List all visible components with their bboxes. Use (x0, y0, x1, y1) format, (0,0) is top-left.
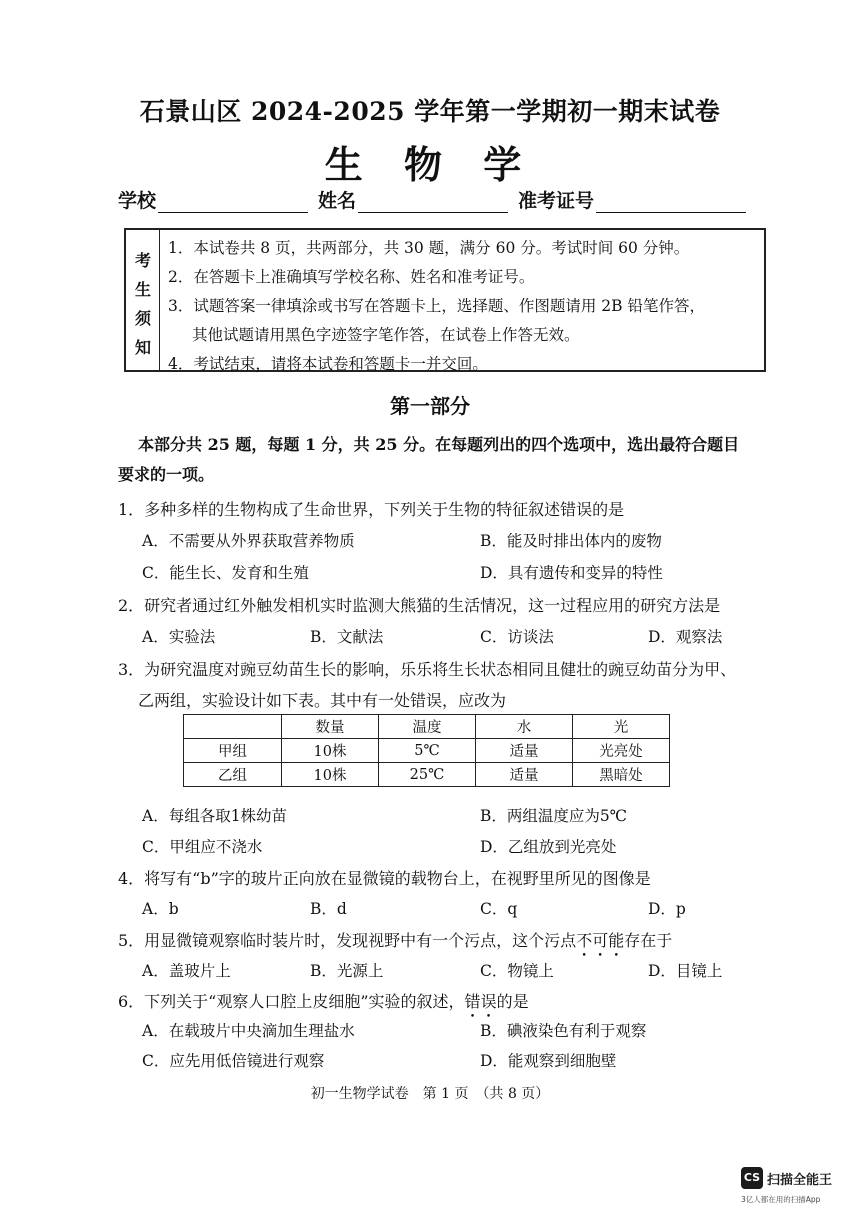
exam-title: 石景山区 2024-2025 学年第一学期初一期末试卷 (139, 97, 721, 126)
table-header-cell: 温度 (379, 715, 476, 739)
question-4-option-b[interactable]: B．d (310, 900, 347, 918)
section-intro-line: 本部分共 25 题，每题 1 分，共 25 分。在每题列出的四个选项中，选出最符合题目 (138, 435, 740, 454)
question-2-option-b[interactable]: B．文献法 (310, 628, 384, 646)
exam-notice-box (124, 228, 766, 372)
question-3-option-b[interactable]: B．两组温度应为5℃ (480, 807, 628, 825)
notice-side-label (126, 230, 160, 370)
notice-lines (168, 234, 705, 379)
emphasis-char: 误 (480, 992, 497, 1011)
notice-side-char: 考 (135, 251, 152, 270)
table-row (184, 763, 670, 787)
table-header-cell: 光 (573, 715, 670, 739)
question-5-stem-post: 存在于 (624, 931, 673, 950)
question-4-stem: 4．将写有“b”字的玻片正向放在显微镜的载物台上，在视野里所见的图像是 (118, 869, 651, 888)
notice-side-char: 须 (135, 309, 152, 328)
id-blank[interactable] (596, 190, 746, 213)
question-5-stem (118, 928, 672, 951)
section-title: 第一部分 (390, 394, 470, 418)
question-5-option-a[interactable]: A．盖玻片上 (142, 962, 231, 980)
question-6-option-c[interactable]: C．应先用低倍镜进行观察 (142, 1052, 325, 1070)
table-row (184, 739, 670, 763)
emphasis-char: 不 (576, 931, 593, 950)
name-label: 姓名 (318, 190, 357, 212)
emphasis-char: 错 (464, 992, 481, 1011)
notice-side-char: 生 (135, 280, 152, 299)
question-2-option-a[interactable]: A．实验法 (142, 628, 216, 646)
question-5-option-b[interactable]: B．光源上 (310, 962, 384, 980)
question-6-option-a[interactable]: A．在载玻片中央滴加生理盐水 (142, 1022, 355, 1040)
question-6-stem (118, 989, 529, 1012)
school-blank[interactable] (158, 190, 308, 213)
watermark-name: 扫描全能王 (767, 1173, 833, 1188)
table-cell: 黑暗处 (573, 763, 670, 787)
school-label: 学校 (118, 190, 157, 212)
watermark-slogan: 3亿人都在用的扫描App (741, 1195, 821, 1204)
notice-line: 4．考试结束，请将本试卷和答题卡一并交回。 (168, 355, 488, 373)
table-cell: 适量 (476, 763, 573, 787)
question-2-stem: 2．研究者通过红外触发相机实时监测大熊猫的生活情况，这一过程应用的研究方法是 (118, 596, 721, 615)
notice-line: 其他试题请用黑色字迹签字笔作答，在试卷上作答无效。 (192, 326, 580, 344)
question-6-option-d[interactable]: D．能观察到细胞壁 (480, 1052, 617, 1070)
question-5-option-c[interactable]: C．物镜上 (480, 962, 554, 980)
notice-side-char: 知 (135, 338, 152, 357)
question-5-stem-pre: 5．用显微镜观察临时装片时，发现视野中有一个污点，这个污点 (118, 931, 577, 950)
question-1-option-d[interactable]: D．具有遗传和变异的特性 (480, 564, 663, 582)
table-cell: 乙组 (184, 763, 282, 787)
emphasis-char: 可 (592, 931, 609, 950)
question-3-stem: 3．为研究温度对豌豆幼苗生长的影响，乐乐将生长状态相同且健壮的豌豆幼苗分为甲、 (118, 660, 737, 679)
table-header-cell: 数量 (282, 715, 379, 739)
table-header-row (184, 715, 670, 739)
table-cell: 25℃ (379, 763, 476, 787)
question-3-option-c[interactable]: C．甲组应不浇水 (142, 838, 263, 856)
notice-line: 3．试题答案一律填涂或书写在答题卡上，选择题、作图题请用 2B 铅笔作答， (168, 297, 705, 315)
question-1-option-a[interactable]: A．不需要从外界获取营养物质 (142, 532, 355, 550)
question-6-stem-pre: 6．下列关于“观察人口腔上皮细胞”实验的叙述， (118, 992, 465, 1011)
question-2-option-d[interactable]: D．观察法 (648, 628, 723, 646)
table-cell: 光亮处 (573, 739, 670, 763)
question-6-stem-post: 的是 (496, 992, 529, 1011)
subject-title: 生 物 学 (324, 142, 536, 187)
page-footer: 初一生物学试卷 第 1 页 （共 8 页） (310, 1086, 550, 1102)
camscanner-logo-icon: CS (741, 1167, 763, 1189)
question-4-option-d[interactable]: D．p (648, 900, 686, 918)
table-header-cell (184, 715, 282, 739)
table-cell: 10株 (282, 763, 379, 787)
question-1-option-b[interactable]: B．能及时排出体内的废物 (480, 532, 662, 550)
student-info-fields (118, 186, 758, 216)
question-1-stem: 1．多种多样的生物构成了生命世界，下列关于生物的特征叙述错误的是 (118, 500, 625, 519)
question-6-option-b[interactable]: B．碘液染色有利于观察 (480, 1022, 647, 1040)
table-cell: 甲组 (184, 739, 282, 763)
id-label: 准考证号 (518, 190, 595, 212)
experiment-table (183, 714, 670, 787)
table-header-cell: 水 (476, 715, 573, 739)
table-cell: 适量 (476, 739, 573, 763)
table-cell: 5℃ (379, 739, 476, 763)
question-1-option-c[interactable]: C．能生长、发育和生殖 (142, 564, 309, 582)
school-field (118, 186, 308, 213)
name-blank[interactable] (358, 190, 508, 213)
question-4-option-a[interactable]: A．b (142, 900, 179, 918)
name-field (318, 186, 508, 213)
question-2-option-c[interactable]: C．访谈法 (480, 628, 554, 646)
question-5-option-d[interactable]: D．目镜上 (648, 962, 723, 980)
emphasis-char: 能 (608, 931, 625, 950)
question-3-option-d[interactable]: D．乙组放到光亮处 (480, 838, 617, 856)
question-3-stem-cont: 乙两组，实验设计如下表。其中有一处错误，应改为 (138, 691, 507, 710)
question-4-option-c[interactable]: C．q (480, 900, 518, 918)
id-field (518, 186, 746, 213)
table-cell: 10株 (282, 739, 379, 763)
question-3-option-a[interactable]: A．每组各取1株幼苗 (142, 807, 288, 825)
notice-line: 1．本试卷共 8 页，共两部分，共 30 题，满分 60 分。考试时间 60 分钟。 (168, 239, 690, 257)
section-intro-line: 要求的一项。 (118, 465, 215, 484)
notice-line: 2．在答题卡上准确填写学校名称、姓名和准考证号。 (168, 268, 535, 286)
scanner-watermark (741, 1167, 853, 1207)
